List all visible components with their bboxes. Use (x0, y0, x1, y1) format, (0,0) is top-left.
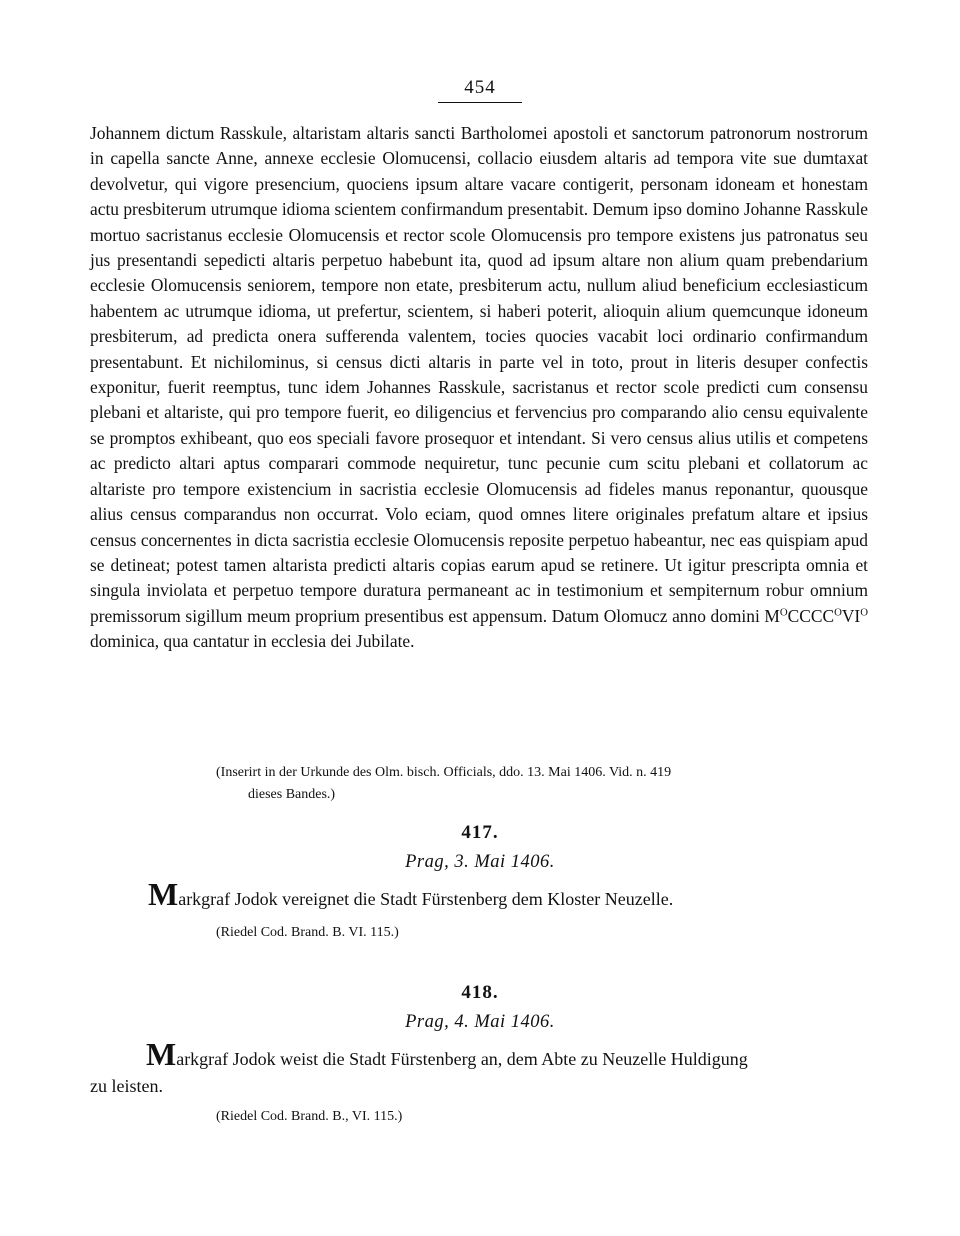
entry-regest (90, 1036, 868, 1100)
entry-place-date: Prag, 3. Mai 1406. (405, 852, 555, 872)
page-number-rule (438, 102, 522, 103)
charter-text: Johannem dictum Rasskule, altaristam altaris sancti Bartholomei apostoli et sanctorum patronorum nostrorum in capella sancte Anne, annexe ecclesie Olomucensi, collacio eiusdem altaris ad tempora vite sue dumtaxat devolvetur, qui vigore presencium, quociens ipsum altare vacare contigerit, personam idoneam et honestam actu presbiterum utrumque idioma scientem confirmandum presentabit. Demum ipso domino Johanne Rasskule mortuo sacristanus ecclesie Olomucensis et rector scole Olomucensis pro tempore existens jus patronatus seu jus presentandi sepedicti altaris perpetuo habebunt ita, quod ad ipsum altare non alium quam prebendarium ecclesie Olomucensis seniorem, tempore non etate, presbiterum actu, nullum aliud beneficium ecclesiasticum habentem ac utrumque idioma, ut prefertur, scientem, si haberi poterit, alioquin alium quemcunque idoneum presbiterum, ad predicta onera sufferenda valentem, tocies quocies vacabit loci ordinario confirmandum presentabunt. Et nichilominus, si census dicti altaris in parte vel in toto, prout in literis desuper confectis exponitur, fuerit reemptus, tunc idem Johannes Rasskule, sacristanus et rector scole predicti cum consensu plebani et altariste, qui pro tempore fuerit, eo diligencius et fervencius pro comparando alio censu equivalente se promptos exhibeant, quo eos speciali favore prosequor et intendant. Si vero census alius utilis et competens ac predicto altari aptus comparari commode nequiretur, tunc pecunie cum scitu plebani et collatorum ac altariste pro tempore existencium in sacristia ecclesie Olomucensis ad fideles manus reponantur, quousque alius census comparandus non occurrat. Volo eciam, quod omnes litere originales prefatum altare et ipsius census concernentes in dicta sacristia ecclesie Olomucensis reposite perpetuo habeantur, nec eas quispiam apud se detineat; potest tamen altarista predicti altaris copias earum apud se retinere. Ut igitur prescripta omnia et singula inviolata et perpetuo tempore duratura permaneant ac in testimonium et sempiternum robur omnium premissorum sigillum meum proprium presentibus est appensum. Datum Olomucz anno domini M (90, 123, 868, 626)
entry-source: (Riedel Cod. Brand. B., VI. 115.) (216, 1109, 403, 1124)
entry-number: 417. (461, 822, 499, 843)
date-superscript-1: O (779, 606, 788, 619)
regest-text: arkgraf Jodok weist die Stadt Fürstenberg an, dem Abte zu Neuzelle Huldigung (176, 1049, 748, 1069)
drop-initial: M (148, 876, 179, 912)
charter-text-end: dominica, qua cantatur in ecclesia dei Jubilate. (90, 631, 415, 652)
page-number: 454 (464, 77, 496, 98)
source-note-line: (Inserirt in der Urkunde des Olm. bisch. Officials, ddo. 13. Mai 1406. Vid. n. 419 (216, 765, 672, 780)
charter-body-text (90, 121, 868, 655)
date-numeral: CCCC (787, 605, 835, 626)
entry-number: 418. (461, 982, 499, 1003)
date-numeral-2: VI (841, 605, 861, 626)
drop-initial: M (146, 1036, 177, 1072)
date-superscript-2: O (834, 606, 842, 619)
entry-regest (148, 876, 868, 913)
source-note-line: dieses Bandes.) (248, 787, 336, 802)
source-note (216, 762, 866, 806)
regest-text-cont: zu leisten. (90, 1076, 163, 1096)
date-superscript-3: O (860, 606, 868, 619)
regest-text: arkgraf Jodok vereignet die Stadt Fürstenberg dem Kloster Neuzelle. (178, 889, 674, 909)
entry-source: (Riedel Cod. Brand. B. VI. 115.) (216, 925, 399, 940)
entry-place-date: Prag, 4. Mai 1406. (405, 1012, 555, 1032)
